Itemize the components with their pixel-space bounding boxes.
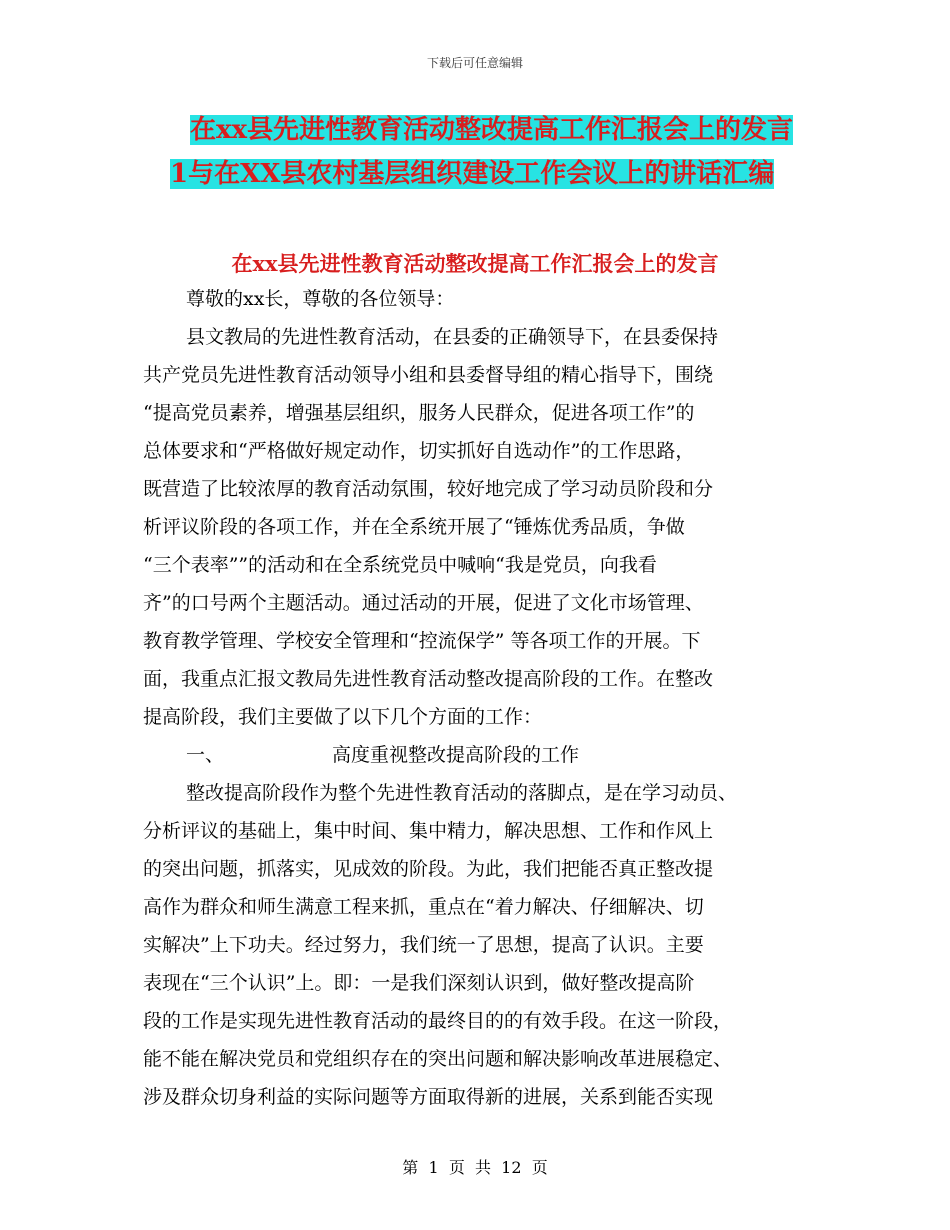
paragraph-line: 县文教局的先进性教育活动，在县委的正确领导下，在县委保持 bbox=[186, 326, 719, 348]
paragraph-line: 提高阶段，我们主要做了以下几个方面的工作： bbox=[143, 706, 543, 728]
section-heading-text: 高度重视整改提高阶段的工作 bbox=[332, 744, 580, 766]
paragraph-line: 总体要求和“严格做好规定动作，切实抓好自选动作”的工作思路， bbox=[143, 440, 695, 462]
paragraph-line: 教育教学管理、学校安全管理和“控流保学” 等各项工作的开展。下 bbox=[143, 630, 701, 652]
paragraph-line: 整改提高阶段作为整个先进性教育活动的落脚点，是在学习动员、 bbox=[186, 782, 738, 804]
title-line-1 bbox=[190, 110, 793, 150]
paragraph-line: 面，我重点汇报文教局先进性教育活动整改提高阶段的工作。在整改 bbox=[143, 668, 714, 690]
paragraph-line: 能不能在解决党员和党组织存在的突出问题和解决影响改革进展稳定、 bbox=[143, 1048, 733, 1070]
paragraph-line: 实解决”上下功夫。经过努力，我们统一了思想，提高了认识。主要 bbox=[143, 934, 704, 956]
paragraph-line: 分析评议的基础上，集中时间、集中精力，解决思想、工作和作风上 bbox=[143, 820, 714, 842]
paragraph-line: 尊敬的xx长，尊敬的各位领导： bbox=[186, 288, 455, 310]
page-footer: 第 1 页 共 12 页 bbox=[402, 1158, 548, 1177]
title-line-1-text: 在xx县先进性教育活动整改提高工作汇报会上的发言 bbox=[190, 115, 794, 145]
title-line-2-text: 1与在XX县农村基层组织建设工作会议上的讲话汇编 bbox=[170, 159, 775, 189]
section-title: 在xx县先进性教育活动整改提高工作汇报会上的发言 bbox=[231, 251, 719, 276]
paragraph-line: “三个表率””的活动和在全系统党员中喊响“我是党员，向我看 bbox=[143, 554, 657, 576]
paragraph-line: 析评议阶段的各项工作，并在全系统开展了“锤炼优秀品质，争做 bbox=[143, 516, 685, 538]
title-line-2 bbox=[170, 154, 774, 194]
section-heading bbox=[143, 736, 823, 774]
paragraph-line: “提高党员素养，增强基层组织，服务人民群众，促进各项工作”的 bbox=[143, 402, 695, 424]
paragraph-line: 共产党员先进性教育活动领导小组和县委督导组的精心指导下，围绕 bbox=[143, 364, 714, 386]
paragraph-line: 既营造了比较浓厚的教育活动氛围，较好地完成了学习动员阶段和分 bbox=[143, 478, 714, 500]
paragraph-line: 的突出问题，抓落实，见成效的阶段。为此，我们把能否真正整改提 bbox=[143, 858, 714, 880]
header-note: 下载后可任意编辑 bbox=[426, 56, 523, 70]
body-text bbox=[143, 280, 823, 1116]
paragraph-line: 涉及群众切身利益的实际问题等方面取得新的进展，关系到能否实现 bbox=[143, 1086, 714, 1108]
paragraph-line: 高作为群众和师生满意工程来抓，重点在“着力解决、仔细解决、切 bbox=[143, 896, 704, 918]
section-heading-number: 一、 bbox=[186, 744, 225, 766]
paragraph-line: 齐”的口号两个主题活动。通过活动的开展，促进了文化市场管理、 bbox=[143, 592, 704, 614]
paragraph-line: 表现在“三个认识”上。即：一是我们深刻认识到，做好整改提高阶 bbox=[143, 972, 695, 994]
paragraph-line: 段的工作是实现先进性教育活动的最终目的的有效手段。在这一阶段， bbox=[143, 1010, 733, 1032]
